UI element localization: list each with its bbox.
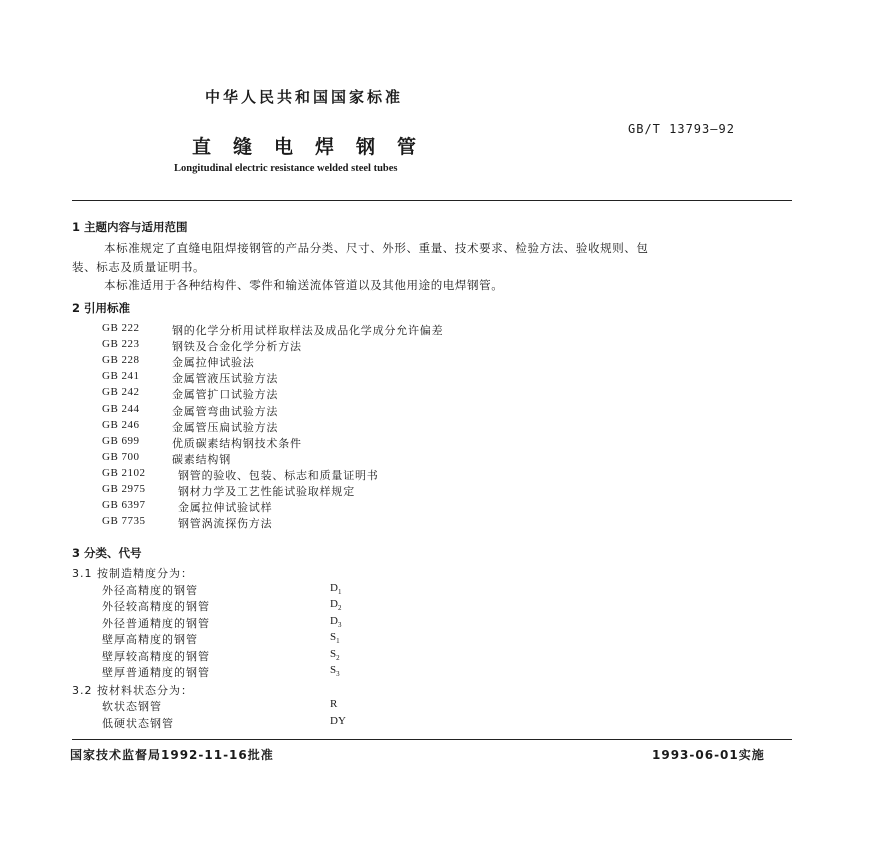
reference-title: 金属管扩口试验方法 bbox=[172, 388, 279, 402]
subsection-3-2-label: 3.2 按材料状态分为： bbox=[72, 684, 193, 697]
reference-code: GB 223 bbox=[102, 338, 140, 351]
reference-code: GB 244 bbox=[102, 402, 140, 415]
reference-code: GB 228 bbox=[102, 354, 140, 367]
reference-code: GB 222 bbox=[102, 322, 140, 334]
reference-title: 钢的化学分析用试样取样法及成品化学成分允许偏差 bbox=[172, 324, 444, 337]
class-code-letter: DY bbox=[330, 714, 346, 727]
reference-title: 钢管涡流探伤方法 bbox=[178, 517, 273, 531]
reference-code: GB 246 bbox=[102, 418, 140, 431]
class-name: 外径较高精度的钢管 bbox=[102, 600, 210, 614]
reference-title: 金属拉伸试验法 bbox=[172, 356, 255, 370]
reference-code: GB 6397 bbox=[102, 499, 146, 512]
class-name: 软状态钢管 bbox=[102, 700, 162, 713]
class-code-letter: D bbox=[330, 582, 338, 594]
reference-code: GB 2975 bbox=[102, 483, 146, 495]
reference-title: 钢管的验收、包装、标志和质量证明书 bbox=[178, 468, 379, 482]
class-name: 壁厚普通精度的钢管 bbox=[102, 666, 210, 679]
reference-title: 优质碳素结构钢技术条件 bbox=[172, 436, 302, 450]
section-1-paragraph-1-line-1: 本标准规定了直缝电阻焊接钢管的产品分类、尺寸、外形、重量、技术要求、检验方法、验收规则、包 bbox=[104, 241, 649, 255]
section-1-paragraph-2: 本标准适用于各种结构件、零件和输送流体管道以及其他用途的电焊钢管。 bbox=[104, 278, 504, 292]
class-code-subscript: 3 bbox=[336, 670, 340, 679]
class-code-subscript: 1 bbox=[337, 588, 342, 597]
section-3-heading: 3 分类、代号 bbox=[72, 546, 142, 560]
section-2-heading: 2 引用标准 bbox=[72, 301, 131, 315]
class-code bbox=[330, 631, 340, 645]
class-name: 壁厚较高精度的钢管 bbox=[102, 649, 210, 663]
reference-title: 钢材力学及工艺性能试验取样规定 bbox=[178, 485, 355, 498]
section-1-heading: 1 主题内容与适用范围 bbox=[72, 220, 188, 234]
class-name: 外径高精度的钢管 bbox=[102, 584, 198, 597]
class-code-subscript: 1 bbox=[336, 637, 340, 646]
subsection-3-1-label: 3.1 按制造精度分为： bbox=[72, 567, 193, 580]
class-code bbox=[330, 615, 341, 629]
class-code bbox=[330, 648, 340, 662]
section-1-paragraph-1-line-2: 装、标志及质量证明书。 bbox=[72, 260, 206, 274]
class-code-letter: S bbox=[330, 631, 337, 644]
class-code-subscript: 3 bbox=[337, 620, 342, 629]
class-name: 低硬状态钢管 bbox=[102, 716, 174, 730]
reference-code: GB 700 bbox=[102, 450, 140, 463]
document-title-en: Longitudinal electric resistance welded steel tubes bbox=[174, 163, 398, 174]
class-code-letter: D bbox=[330, 598, 338, 611]
reference-code: GB 242 bbox=[102, 386, 140, 399]
reference-title: 碳素结构钢 bbox=[172, 452, 231, 466]
reference-code: GB 241 bbox=[102, 370, 140, 383]
class-code-letter: D bbox=[330, 614, 338, 627]
class-code-subscript: 2 bbox=[336, 653, 340, 662]
reference-code: GB 7735 bbox=[102, 515, 146, 528]
class-name: 外径普通精度的钢管 bbox=[102, 616, 210, 630]
class-code-letter: S bbox=[330, 664, 337, 676]
class-name: 壁厚高精度的钢管 bbox=[102, 633, 198, 647]
class-code bbox=[330, 698, 337, 710]
class-code bbox=[330, 582, 341, 596]
reference-title: 钢铁及合金化学分析方法 bbox=[172, 340, 302, 354]
class-code bbox=[330, 598, 341, 612]
class-code-letter: S bbox=[330, 647, 337, 660]
reference-code: GB 2102 bbox=[102, 466, 146, 479]
reference-title: 金属拉伸试验试样 bbox=[178, 501, 273, 515]
footer-divider bbox=[72, 739, 792, 740]
issuing-body-heading: 中华人民共和国国家标准 bbox=[205, 88, 404, 106]
standard-number: GB/T 13793—92 bbox=[628, 122, 735, 136]
effective-date: 1993-06-01实施 bbox=[652, 748, 765, 762]
reference-title: 金属管液压试验方法 bbox=[172, 372, 279, 386]
reference-code: GB 699 bbox=[102, 434, 140, 447]
reference-title: 金属管弯曲试验方法 bbox=[172, 404, 279, 418]
class-code bbox=[330, 715, 346, 727]
class-code bbox=[330, 664, 340, 678]
approval-date: 国家技术监督局1992-11-16批准 bbox=[70, 748, 274, 762]
class-code-letter: R bbox=[330, 698, 338, 710]
class-code-subscript: 2 bbox=[337, 604, 342, 613]
reference-title: 金属管压扁试验方法 bbox=[172, 420, 279, 434]
document-title-cn: 直缝电焊钢管 bbox=[192, 136, 439, 158]
header-divider bbox=[72, 200, 792, 201]
